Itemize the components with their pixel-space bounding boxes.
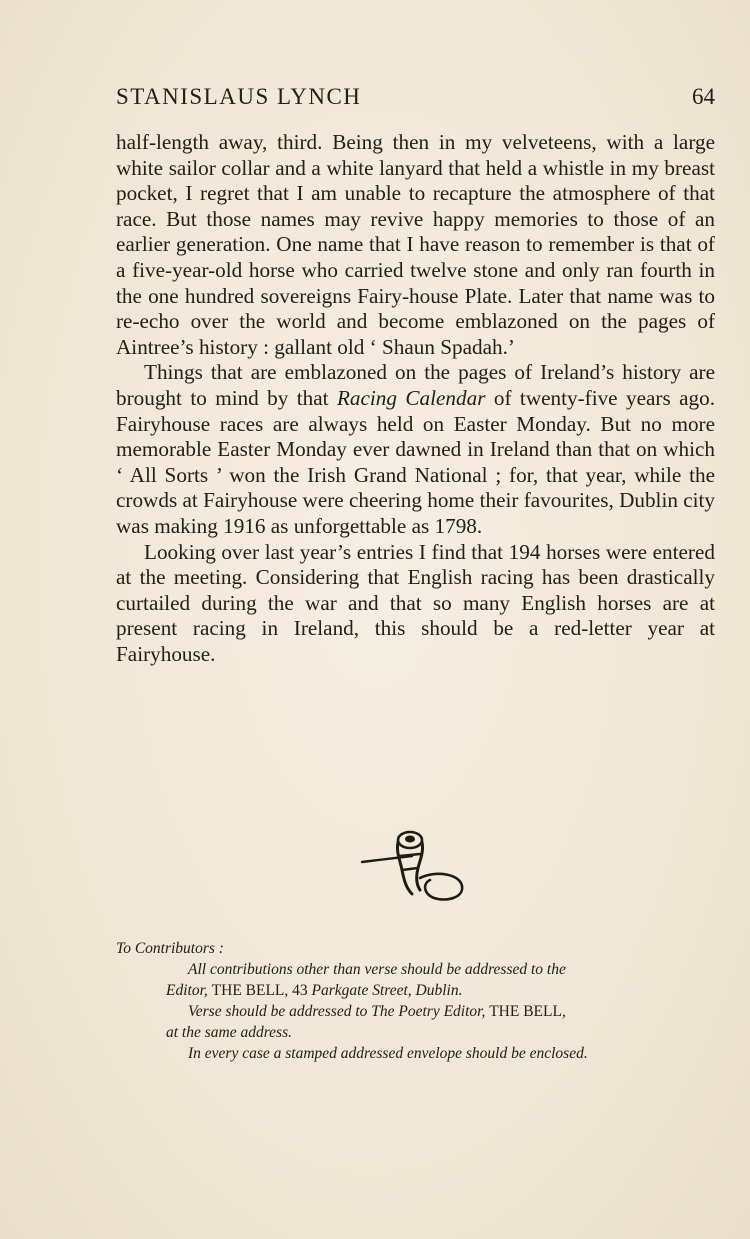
paragraph-2 xyxy=(116,360,715,539)
paragraph-2-end: of twenty-five years ago. Fairyhouse races are always held on Easter Monday. But no more memorable Easter Monday ever dawned in Ireland than that on which ‘ All Sorts ’ won the Irish Grand National ; for, that year, while the crowds at Fairyhouse were cheering home their favourites, Dublin city was making 1916 as unforgettable as 1798. xyxy=(116,385,716,538)
contributors-notice xyxy=(116,938,676,1064)
editor-label: Editor, xyxy=(166,982,212,999)
street-address: Parkgate Street, Dublin. xyxy=(311,982,463,999)
paragraph-3: Looking over last year’s entries I find that 194 horses were entered at the meeting. Considering that English racing has been drastically curtailed during the war and that so many English horses are at present racing in Ireland, this should be a red-letter year at Fairyhouse. xyxy=(116,539,715,666)
street-number: , 43 xyxy=(284,982,312,999)
racing-calendar-title: Racing Calendar xyxy=(336,385,486,410)
bell-logo-icon xyxy=(360,826,470,904)
magazine-name-2: THE BELL xyxy=(489,1003,562,1020)
running-head: STANISLAUS LYNCH xyxy=(116,84,362,109)
magazine-name: THE BELL xyxy=(211,982,285,999)
paragraph-1: half-length away, third. Being then in my velveteens, with a large white sailor collar and a white lanyard that held a whistle in my breast pocket, I regret that I am unable to recapture the atmosphere of that race. But those names may revive happy memories to those of an earlier generation. One name that I have reason to remember is that of a five-year-old horse who carried twelve stone and only ran fourth in the one hundred sovereigns Fairy-house Plate. Later that name was to re-echo over the world and become emblazoned on the pages of Aintree’s history : gallant old ‘ Shaun Spadah.’ xyxy=(116,130,715,359)
comma: , xyxy=(561,1003,566,1020)
body-text xyxy=(116,130,715,667)
contributors-line-5: In every case a stamped addressed envelope should be enclosed. xyxy=(188,1045,588,1062)
paragraph-2-start: Things that are emblazoned on the pages of Ireland’s history are brought to mind by that xyxy=(116,360,715,410)
contributors-line-1: All contributions other than verse should be addressed to the xyxy=(188,961,566,978)
verse-note: Verse should be addressed to The Poetry Editor, xyxy=(188,1003,490,1020)
contributors-line-4: at the same address. xyxy=(166,1024,292,1041)
contributors-heading: To Contributors : xyxy=(116,940,224,957)
page-number: 64 xyxy=(692,84,715,109)
contributors-line-3 xyxy=(116,1001,676,1022)
contributors-line-2 xyxy=(116,980,676,1001)
